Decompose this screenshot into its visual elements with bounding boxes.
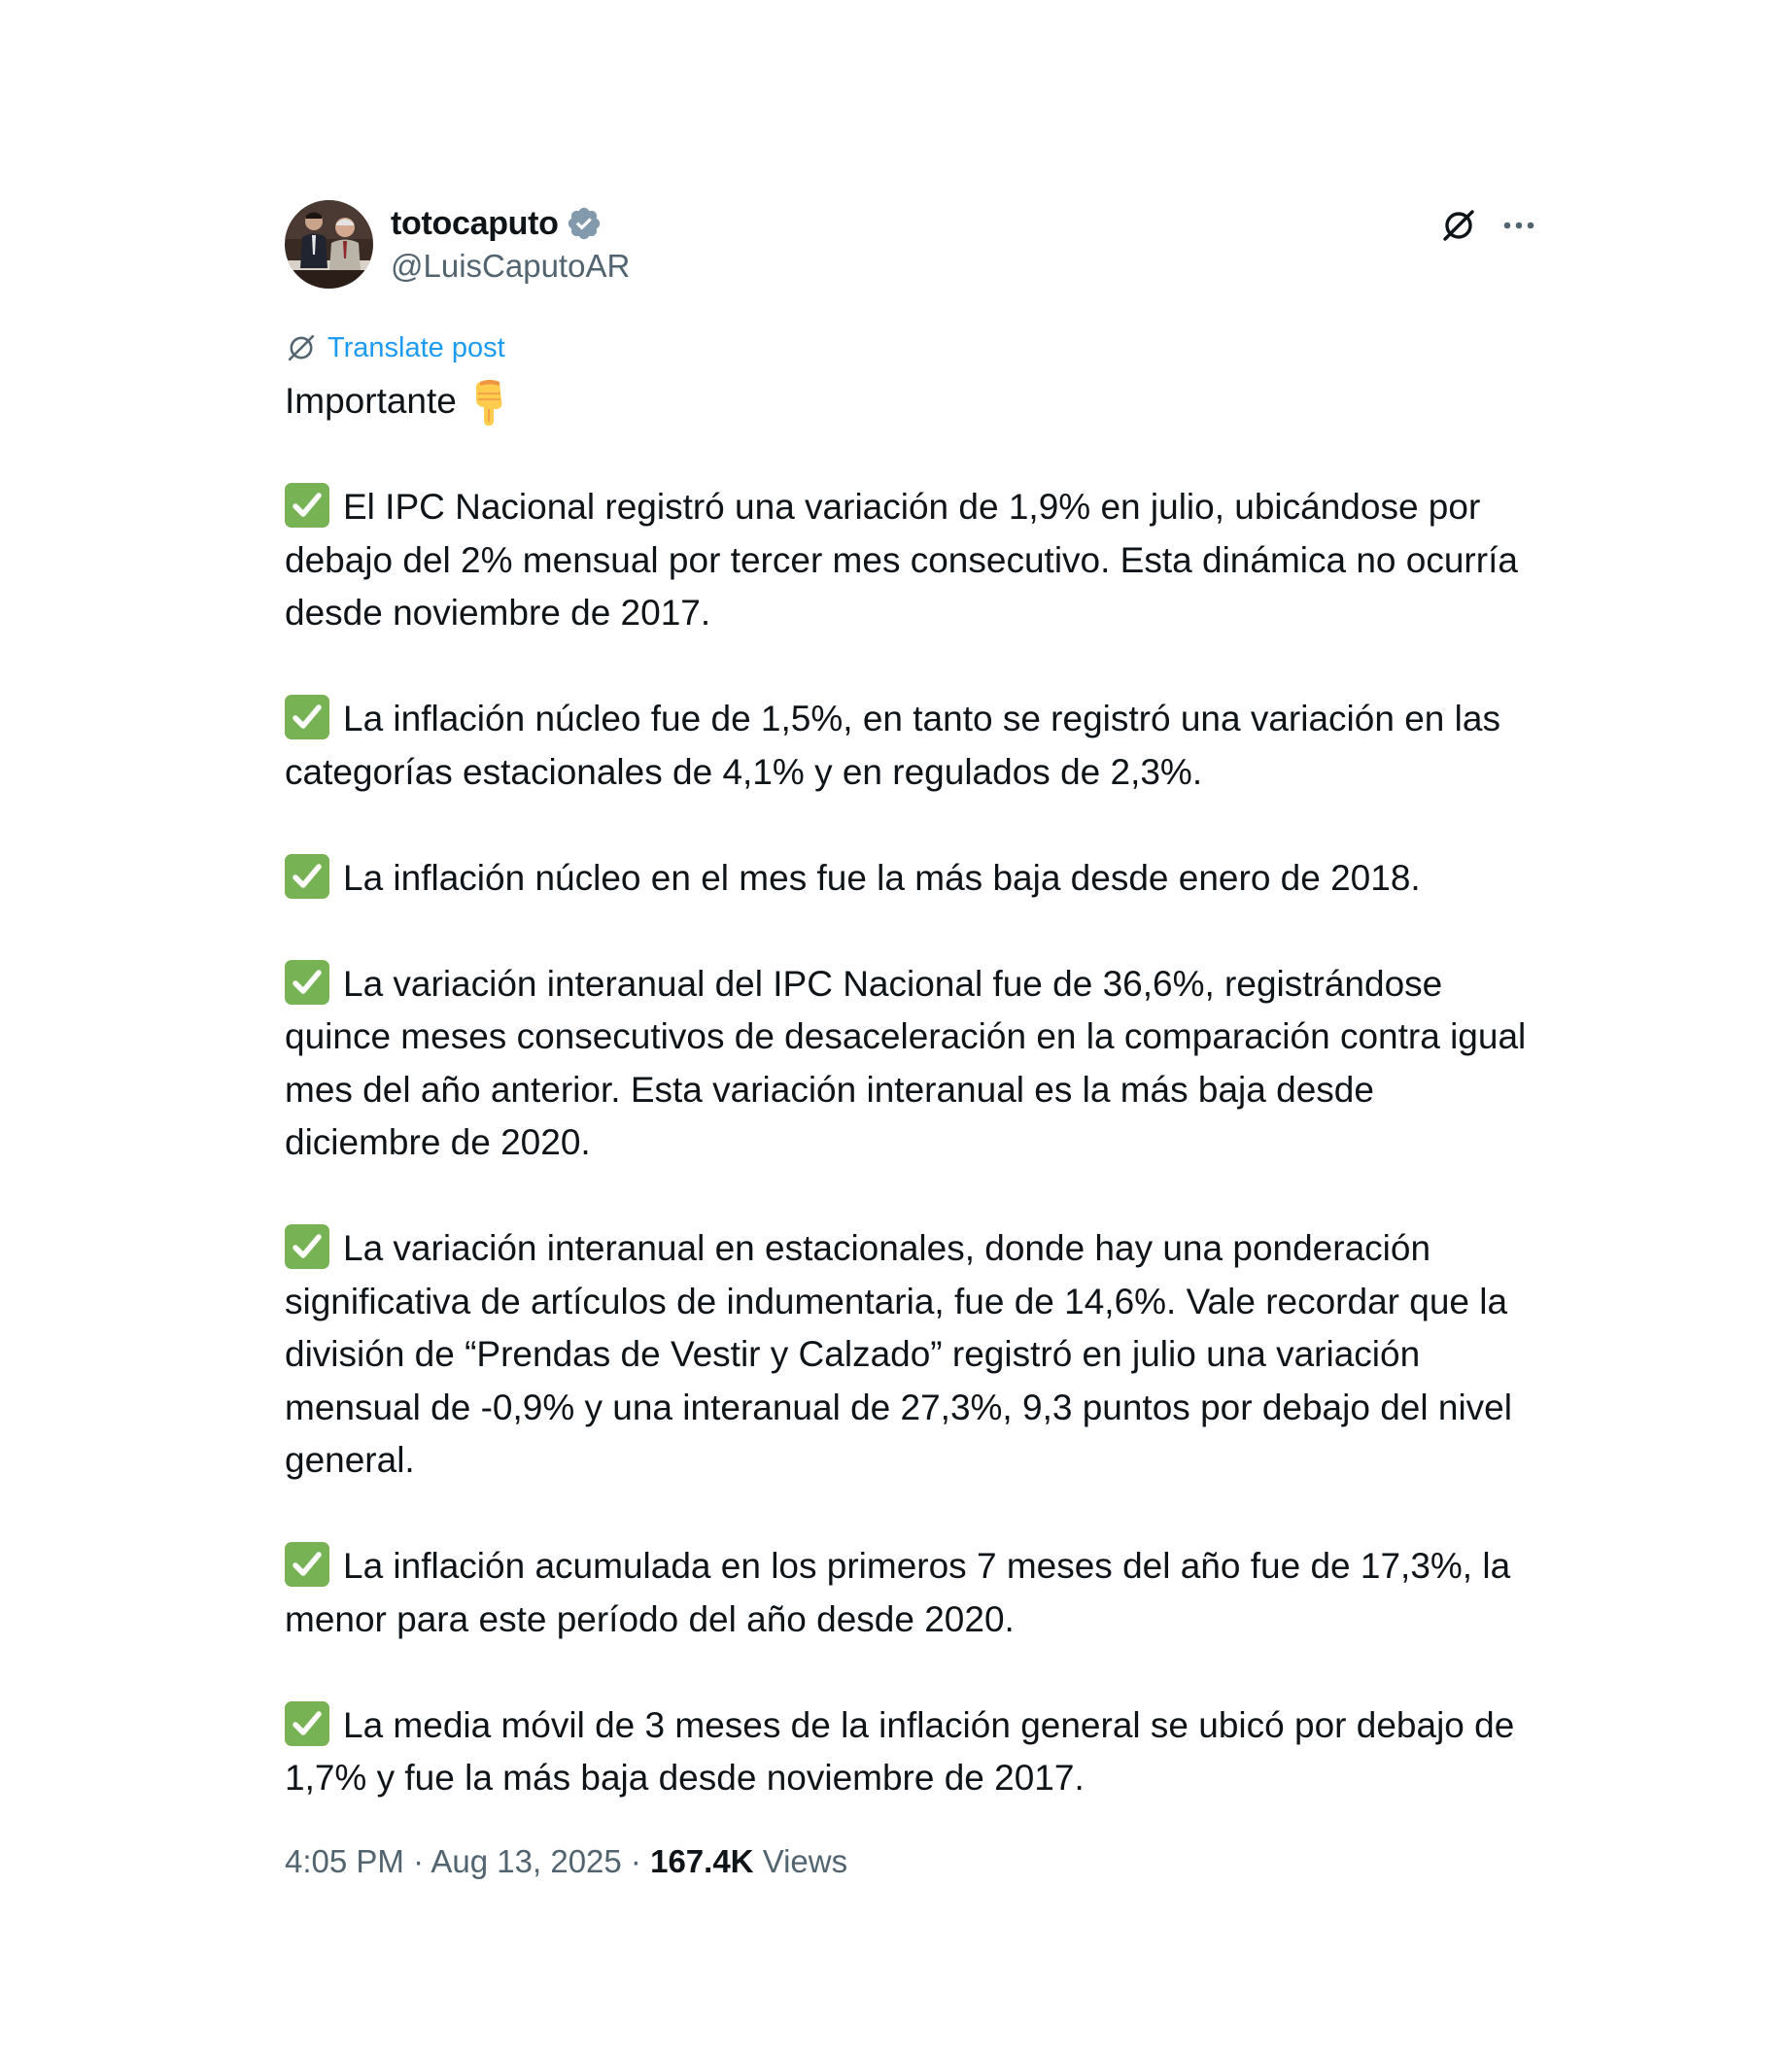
avatar[interactable] xyxy=(285,200,373,289)
check-mark-icon xyxy=(285,483,329,528)
paragraph-text: La inflación núcleo en el mes fue la más baja desde enero de 2018. xyxy=(343,857,1421,898)
paragraph-text: El IPC Nacional registró una variación de 1,9% en julio, ubicándose por debajo del 2% mensual por tercer mes consecutivo. Esta dinámica no ocurría desde noviembre de 2017. xyxy=(285,487,1518,633)
header-actions xyxy=(1439,206,1538,245)
tweet-body xyxy=(285,375,1538,1805)
check-mark-icon xyxy=(285,854,329,899)
paragraph-text: La inflación núcleo fue de 1,5%, en tanto se registró una variación en las categorías estacionales de 4,1% y en regulados de 2,3%. xyxy=(285,699,1500,792)
paragraph-7 xyxy=(285,1699,1538,1805)
paragraph-text: La media móvil de 3 meses de la inflación general se ubicó por debajo de 1,7% y fue la más baja desde noviembre de 2017. xyxy=(285,1704,1515,1798)
display-name[interactable]: totocaputo xyxy=(391,204,559,242)
translate-post-label: Translate post xyxy=(327,331,505,363)
pointing-down-icon xyxy=(468,378,509,427)
intro-line xyxy=(285,375,1538,429)
more-options-icon[interactable] xyxy=(1499,206,1538,245)
check-mark-icon xyxy=(285,1701,329,1746)
tweet-meta xyxy=(285,1840,847,1883)
check-mark-icon xyxy=(285,1224,329,1269)
tweet xyxy=(285,200,1538,1879)
check-mark-icon xyxy=(285,1542,329,1587)
check-mark-icon xyxy=(285,960,329,1005)
verified-badge-icon xyxy=(566,205,603,242)
paragraph-6 xyxy=(285,1540,1538,1646)
paragraph-1 xyxy=(285,481,1538,640)
meta-separator: · xyxy=(621,1843,651,1879)
intro-text: Importante xyxy=(285,381,457,421)
views-count: 167.4K xyxy=(650,1843,754,1879)
paragraph-text: La inflación acumulada en los primeros 7 meses del año fue de 17,3%, la menor para este período del año desde 2020. xyxy=(285,1546,1511,1639)
paragraph-text: La variación interanual en estacionales, donde hay una ponderación significativa de artículos de indumentaria, fue de 14,6%. Vale recordar que la división de “Prendas de Vestir y Calzado” registró en julio una variación mensual de -0,9% y una interanual de 27,3%, 9,3 puntos por debajo del nivel general. xyxy=(285,1228,1512,1480)
paragraph-5 xyxy=(285,1222,1538,1488)
meta-separator: · xyxy=(403,1843,431,1879)
post-time[interactable]: 4:05 PM xyxy=(285,1843,404,1879)
tweet-header xyxy=(285,200,1538,290)
name-row xyxy=(391,202,630,245)
grok-icon[interactable] xyxy=(1439,206,1478,245)
paragraph-2 xyxy=(285,693,1538,799)
paragraph-4 xyxy=(285,958,1538,1170)
paragraph-text: La variación interanual del IPC Nacional fue de 36,6%, registrándose quince meses consecutivos de desaceleración en la comparación contra igual mes del año anterior. Esta variación interanual es la más baja desde diciembre de 2020. xyxy=(285,963,1527,1162)
post-date[interactable]: Aug 13, 2025 xyxy=(431,1843,622,1879)
grok-translate-icon xyxy=(285,331,318,364)
check-mark-icon xyxy=(285,695,329,739)
author-handle[interactable]: @LuisCaputoAR xyxy=(391,248,631,284)
translate-post-link[interactable] xyxy=(285,326,505,369)
author-identity xyxy=(391,202,630,288)
paragraph-3 xyxy=(285,852,1538,906)
views-label: Views xyxy=(762,1843,848,1879)
